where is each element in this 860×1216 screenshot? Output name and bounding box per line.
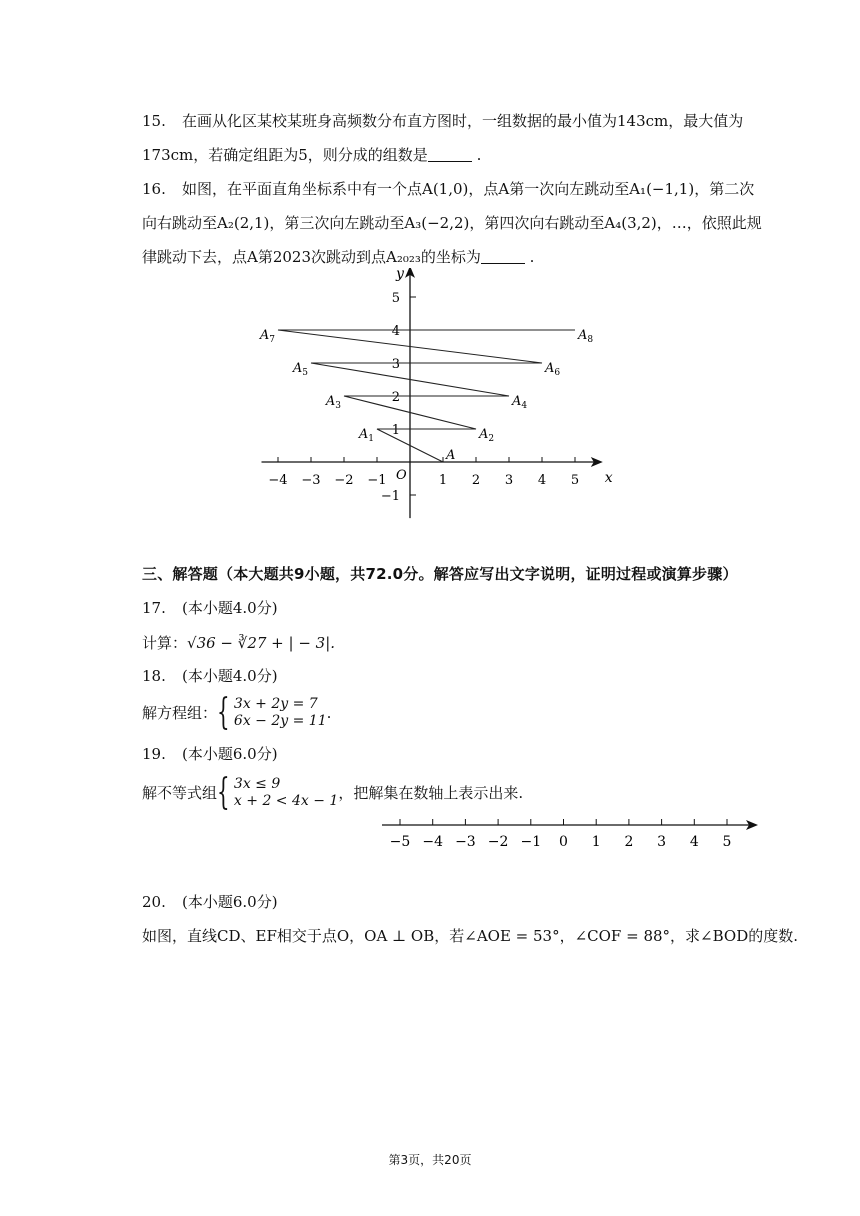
- x-tick-label: 4: [537, 473, 547, 488]
- q20-score: (本小题6.0分): [182, 893, 278, 911]
- q19-number: 19.: [142, 745, 166, 763]
- point-label: $A_2$: [479, 427, 495, 444]
- q18-score: (本小题4.0分): [182, 667, 278, 685]
- y-tick-label: 5: [391, 291, 400, 306]
- number-line-tick-label: −2: [487, 834, 509, 850]
- q18-number: 18.: [142, 667, 166, 685]
- x-tick-label: 1: [438, 473, 448, 488]
- q16-text-4: .: [524, 248, 535, 266]
- q15-text-2: 173cm，若确定组距为5，则分成的组数是: [142, 146, 428, 164]
- number-line-tick-label: 3: [657, 834, 667, 850]
- q19-inequality-2: x + 2 < 4x − 1: [233, 793, 339, 809]
- q19-score: (本小题6.0分): [182, 745, 278, 763]
- x-tick-label: −1: [367, 473, 387, 488]
- q20-body: [142, 925, 798, 947]
- q18-body: [142, 694, 331, 731]
- q16-text-3: 律跳动下去，点A第2023次跳动到点A₂₀₂₃的坐标为: [142, 248, 481, 266]
- q15-answer-blank: [428, 147, 472, 162]
- q16-number: 16.: [142, 180, 166, 198]
- q19-header: [142, 743, 278, 765]
- y-tick-label: −1: [380, 489, 400, 504]
- q19-prefix: 解不等式组: [142, 784, 218, 802]
- jump-path: [278, 330, 575, 462]
- q15-text-1: 在画从化区某校某班身高频数分布直方图时，一组数据的最小值为143cm，最大值为: [182, 112, 744, 130]
- y-axis-label: y: [396, 268, 404, 282]
- q15-line2: [142, 144, 481, 166]
- x-tick-label: −2: [334, 473, 354, 488]
- q17-expression: √36 − ∛27 + | − 3|.: [187, 634, 336, 652]
- q16-text-1: 如图，在平面直角坐标系中有一个点A(1,0)，点A第一次向左跳动至A₁(−1,1)，第二次: [182, 180, 755, 198]
- point-label: $A_8$: [578, 328, 594, 345]
- point-label: $A_4$: [512, 394, 528, 411]
- q16-line3: [142, 246, 534, 268]
- q18-system: [234, 696, 327, 730]
- q15-number: 15.: [142, 112, 166, 130]
- number-line-tick-label: −5: [389, 834, 411, 850]
- point-label: A: [446, 448, 456, 463]
- q19-inequality-1: 3x ≤ 9: [233, 776, 281, 792]
- q16-text-2: 向右跳动至A₂(2,1)，第三次向左跳动至A₃(−2,2)，第四次向右跳动至A₄(3,2)，…，依照此规: [142, 214, 762, 232]
- q18-header: [142, 665, 278, 687]
- q19-system: [234, 776, 338, 810]
- x-tick-label: 2: [471, 473, 481, 488]
- number-line-tick-label: 5: [722, 834, 732, 850]
- left-brace: {: [217, 772, 230, 813]
- q19-body: [142, 774, 523, 811]
- number-line-tick-label: −1: [520, 834, 542, 850]
- x-tick-label: −3: [301, 473, 321, 488]
- q18-prefix: 解方程组：: [142, 704, 218, 722]
- number-line-tick-label: 0: [559, 834, 568, 850]
- point-label: $A_3$: [325, 394, 341, 411]
- q18-suffix: .: [326, 704, 332, 722]
- q18-equation-2: 6x − 2y = 11: [233, 713, 327, 729]
- q16-answer-blank: [481, 249, 525, 264]
- x-tick-label: −4: [268, 473, 288, 488]
- q19-suffix: ，把解集在数轴上表示出来.: [338, 784, 524, 802]
- x-tick-label: 5: [570, 473, 580, 488]
- q17-prefix: 计算：: [142, 634, 188, 652]
- q15-text-3: .: [471, 146, 482, 164]
- q17-number: 17.: [142, 599, 166, 617]
- number-line-tick-label: −3: [455, 834, 476, 850]
- q20-number: 20.: [142, 893, 166, 911]
- section-3-heading: 三、解答题（本大题共9小题，共72.0分。解答应写出文字说明，证明过程或演算步骤）: [142, 565, 738, 583]
- page-footer: 第3页，共20页: [388, 1153, 472, 1167]
- number-line-tick-label: −4: [422, 834, 444, 850]
- q17-body: [142, 632, 335, 654]
- number-line-tick-label: 1: [591, 834, 601, 850]
- q18-equation-1: 3x + 2y = 7: [233, 696, 318, 712]
- q17-header: [142, 597, 278, 619]
- point-label: $A_1$: [358, 427, 374, 444]
- number-line-tick-label: 2: [624, 834, 634, 850]
- number-line-tick-label: 4: [689, 834, 699, 850]
- y-tick-label: 2: [391, 390, 400, 405]
- q20-text: 如图，直线CD、EF相交于点O，OA ⊥ OB，若∠AOE = 53°，∠COF = 88°，求∠BOD的度数.: [142, 927, 798, 945]
- q15-line1: [142, 110, 743, 132]
- q16-line1: [142, 178, 754, 200]
- y-tick-label: 3: [391, 357, 400, 372]
- q17-score: (本小题4.0分): [182, 599, 278, 617]
- origin-label: O: [396, 468, 407, 483]
- number-line-figure: [378, 812, 763, 856]
- x-tick-label: 3: [504, 473, 514, 488]
- y-tick-label: 4: [391, 324, 400, 339]
- q16-line2: [142, 212, 762, 234]
- point-label: $A_7$: [259, 328, 275, 345]
- point-label: $A_6$: [545, 361, 561, 378]
- left-brace: {: [217, 692, 230, 733]
- q20-header: [142, 891, 278, 913]
- point-label: $A_5$: [292, 361, 308, 378]
- coordinate-plane-figure: [250, 268, 620, 528]
- x-axis-label: x: [604, 470, 613, 486]
- y-tick-label: 1: [391, 423, 400, 438]
